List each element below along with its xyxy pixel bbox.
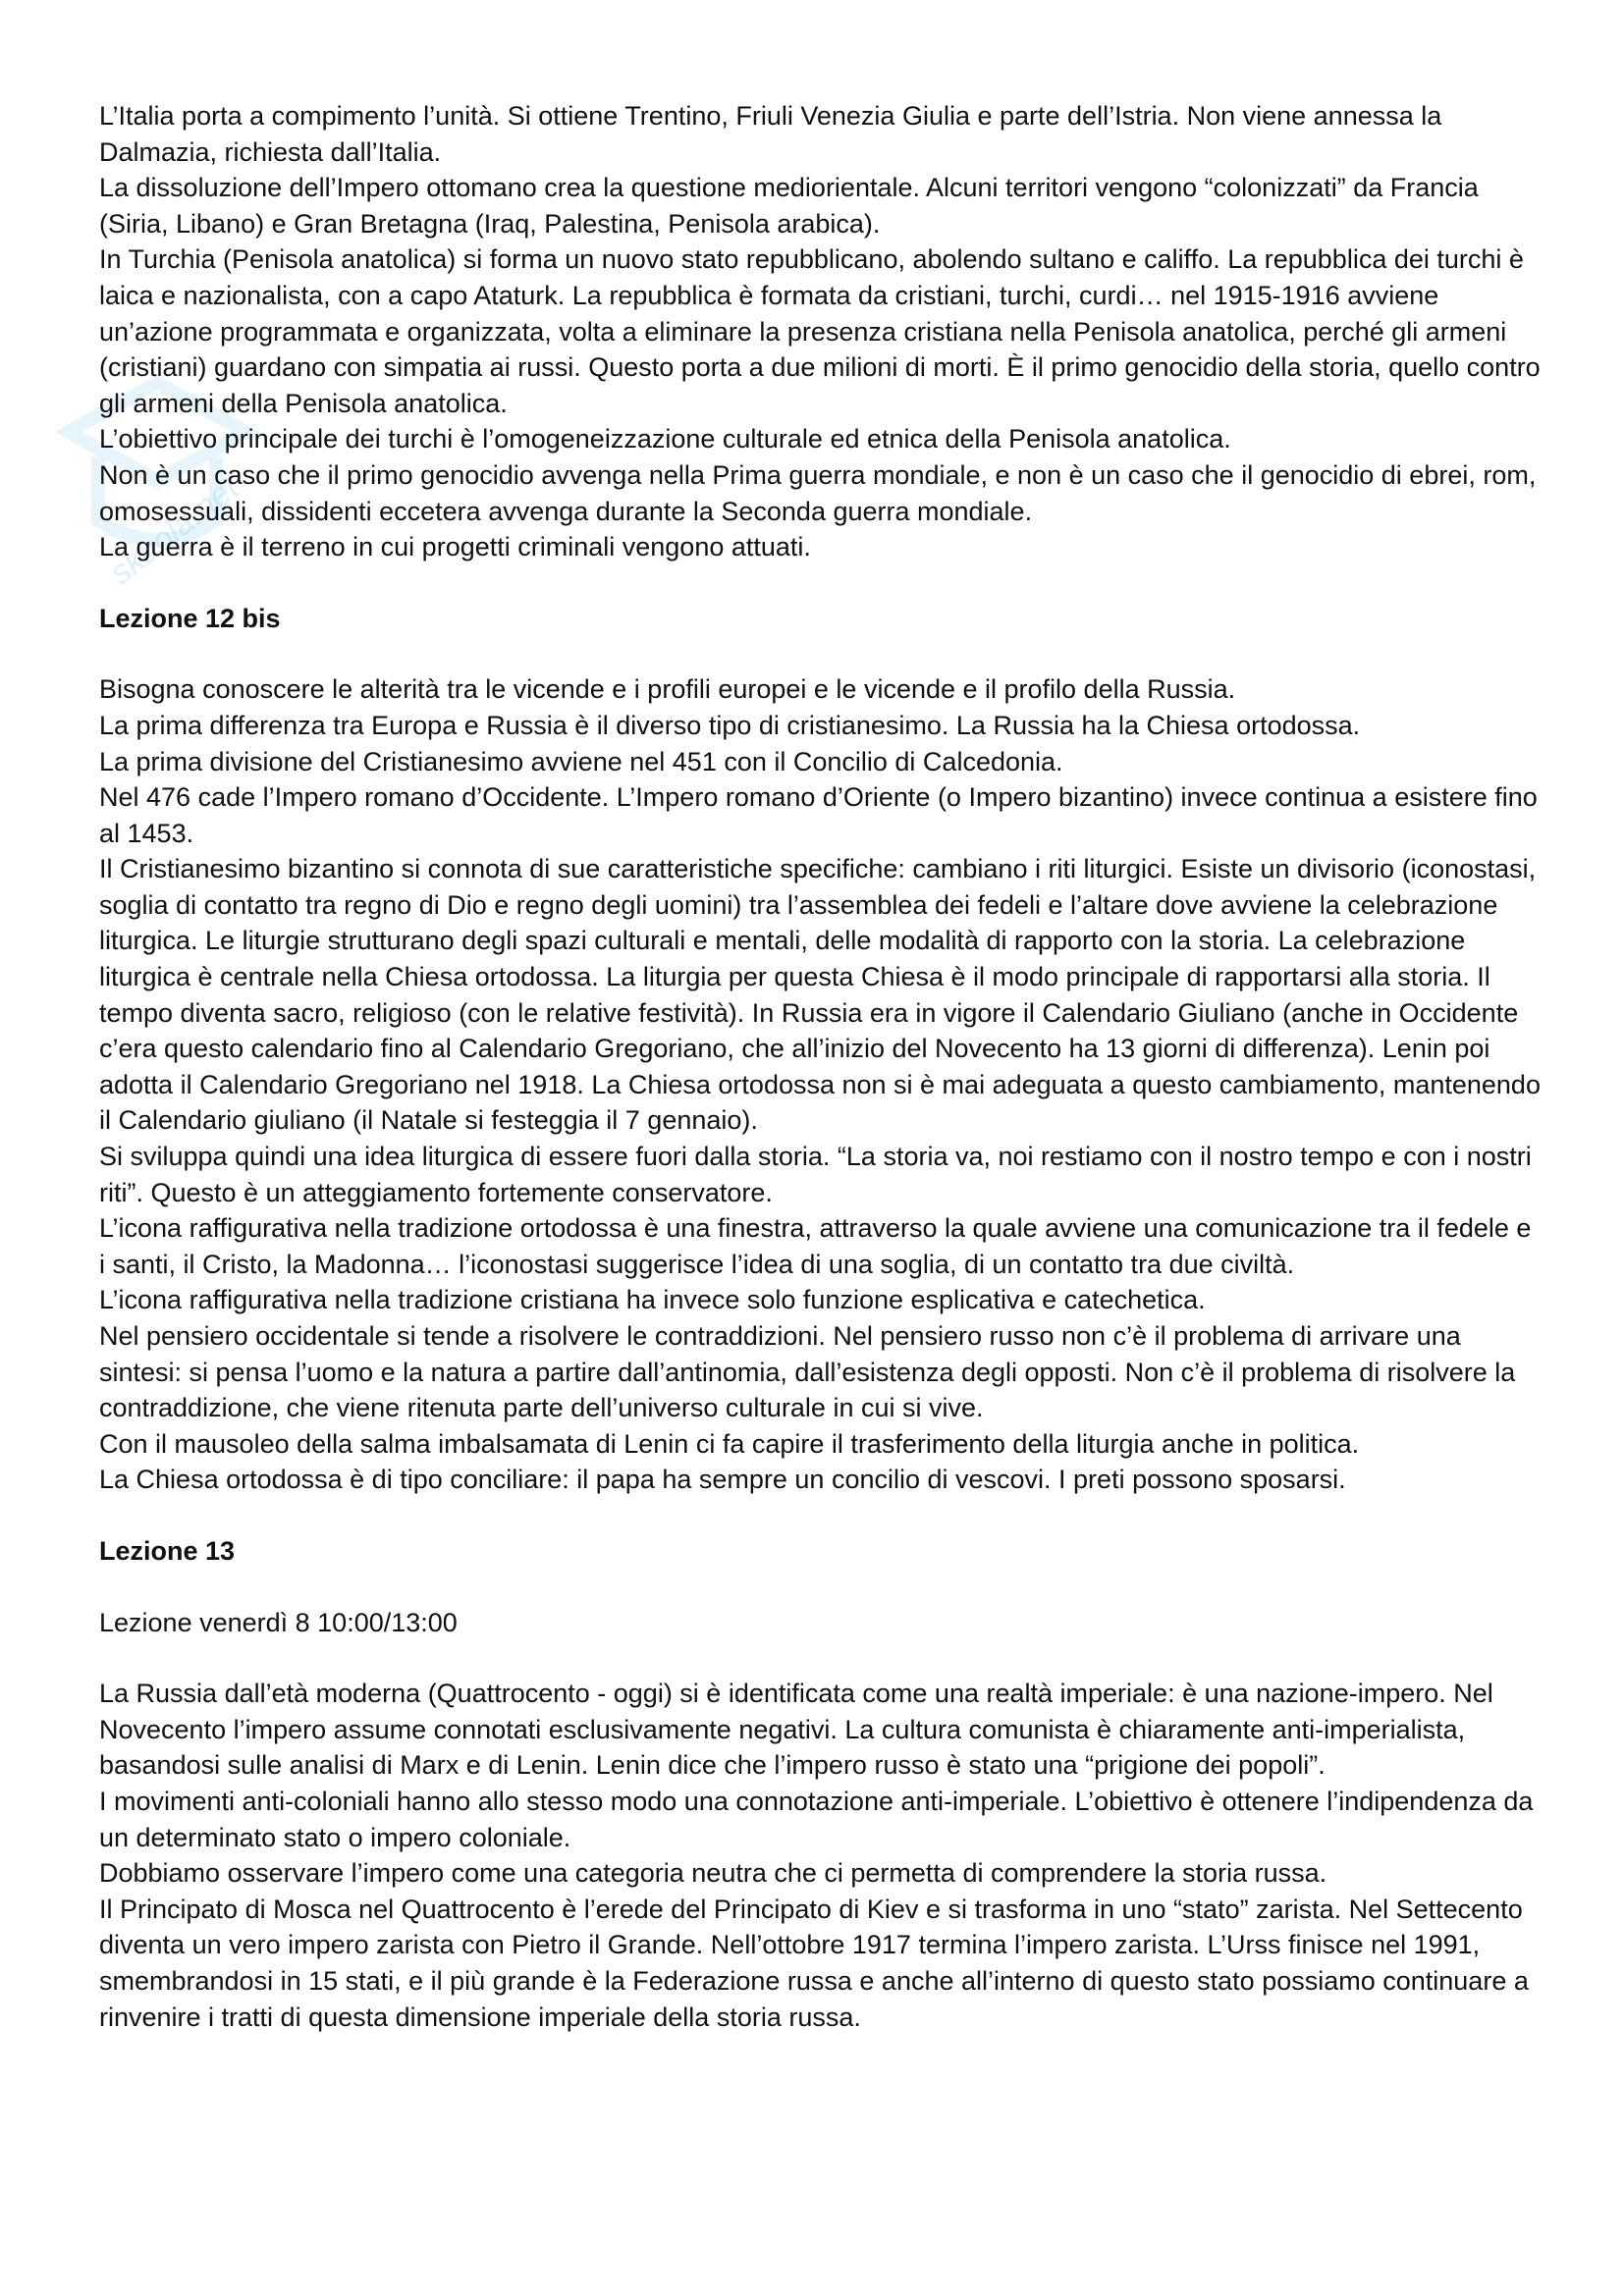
- paragraph: La dissoluzione dell’Impero ottomano crea la questione mediorientale. Alcuni territori vengono “colonizzati” da Francia (Siria, Libano) e Gran Bretagna (Iraq, Palestina, Penisola arabica).: [99, 173, 1479, 239]
- document-page: [99, 98, 1543, 2035]
- paragraph: I movimenti anti-coloniali hanno allo stesso modo una connotazione anti-imperiale. L’obiettivo è ottenere l’indipendenza da un determinato stato o impero coloniale.: [99, 1786, 1534, 1852]
- paragraph: In Turchia (Penisola anatolica) si forma un nuovo stato repubblicano, abolendo sultano e califfo. La repubblica dei turchi è laica e nazionalista, con a capo Ataturk. La repubblica è formata da cristiani, turchi, curdi… nel 1915-1916 avviene un’azione programmata e organizzata, volta a eliminare la presenza cristiana nella Penisola anatolica, perché gli armeni (cristiani) guardano con simpatia ai russi. Questo porta a due milioni di morti. È il primo genocidio della storia, quello contro gli armeni della Penisola anatolica.: [99, 244, 1541, 418]
- intro-section: [99, 98, 1543, 565]
- section-heading: Lezione 13: [99, 1535, 236, 1566]
- paragraph: Con il mausoleo della salma imbalsamata di Lenin ci fa capire il trasferimento della liturgia anche in politica.: [99, 1428, 1360, 1459]
- paragraph: L’Italia porta a compimento l’unità. Si ottiene Trentino, Friuli Venezia Giulia e parte dell’Istria. Non viene annessa la Dalmazia, richiesta dall’Italia.: [99, 101, 1442, 167]
- paragraph: L’icona raffigurativa nella tradizione ortodossa è una finestra, attraverso la quale avviene una comunicazione tra il fedele e i santi, il Cristo, la Madonna… l’iconostasi suggerisce l’idea di una soglia, di un contatto tra due civiltà.: [99, 1213, 1532, 1279]
- paragraph: L’icona raffigurativa nella tradizione cristiana ha invece solo funzione esplicativa e catechetica.: [99, 1285, 1206, 1315]
- paragraph: Si sviluppa quindi una idea liturgica di essere fuori dalla storia. “La storia va, noi restiamo con il nostro tempo e con i nostri riti”. Questo è un atteggiamento fortemente conservatore.: [99, 1142, 1532, 1207]
- paragraph: L’obiettivo principale dei turchi è l’omogeneizzazione culturale ed etnica della Penisola anatolica.: [99, 424, 1231, 454]
- lesson-date: Lezione venerdì 8 10:00/13:00: [99, 1607, 458, 1637]
- paragraph: La Chiesa ortodossa è di tipo conciliare: il papa ha sempre un concilio di vescovi. I preti possono sposarsi.: [99, 1465, 1346, 1495]
- paragraph: Nel 476 cade l’Impero romano d’Occidente. L’Impero romano d’Oriente (o Impero bizantino) invece continua a esistere fino al 1453.: [99, 782, 1538, 848]
- paragraph: La guerra è il terreno in cui progetti criminali vengono attuati.: [99, 532, 811, 562]
- paragraph: Il Cristianesimo bizantino si connota di sue caratteristiche specifiche: cambiano i riti liturgici. Esiste un divisorio (iconostasi, soglia di contatto tra regno di Dio e regno degli uomini) tra l’assemblea dei fedeli e l’altare dove avviene la celebrazione liturgica. Le liturgie strutturano degli spazi culturali e mentali, delle modalità di rapporto con la storia. La celebrazione liturgica è centrale nella Chiesa ortodossa. La liturgia per questa Chiesa è il modo principale di rapportarsi alla storia. Il tempo diventa sacro, religioso (con le relative festività). In Russia era in vigore il Calendario Giuliano (anche in Occidente c’era questo calendario fino al Calendario Gregoriano, che all’inizio del Novecento ha 13 giorni di differenza). Lenin poi adotta il Calendario Gregoriano nel 1918. La Chiesa ortodossa non si è mai adeguata a questo cambiamento, mantenendo il Calendario giuliano (il Natale si festeggia il 7 gennaio).: [99, 854, 1541, 1136]
- paragraph: La Russia dall’età moderna (Quattrocento - oggi) si è identificata come una realtà imperiale: è una nazione-impero. Nel Novecento l’impero assume connotati esclusivamente negativi. La cultura comunista è chiaramente anti-imperialista, basandosi sulle analisi di Marx e di Lenin. Lenin dice che l’impero russo è stato una “prigione dei popoli”.: [99, 1679, 1493, 1781]
- watermark-text: skuola.net: [102, 468, 246, 593]
- paragraph: Il Principato di Mosca nel Quattrocento è l’erede del Principato di Kiev e si trasforma in uno “stato” zarista. Nel Settecento diventa un vero impero zarista con Pietro il Grande. Nell’ottobre 1917 termina l’impero zarista. L’Urss finisce nel 1991, smembrandosi in 15 stati, e il più grande è la Federazione russa e anche all’interno di questo stato possiamo continuare a rinvenire i tratti di questa dimensione imperiale della storia russa.: [99, 1894, 1529, 2032]
- section-heading: Lezione 12 bis: [99, 603, 281, 633]
- lezione-12-bis-section: [99, 601, 1543, 1498]
- paragraph: Dobbiamo osservare l’impero come una categoria neutra che ci permetta di comprendere la storia russa.: [99, 1858, 1327, 1889]
- paragraph: La prima differenza tra Europa e Russia è il diverso tipo di cristianesimo. La Russia ha la Chiesa ortodossa.: [99, 710, 1361, 740]
- paragraph: La prima divisione del Cristianesimo avviene nel 451 con il Concilio di Calcedonia.: [99, 746, 1063, 776]
- lezione-13-section: [99, 1533, 1543, 2035]
- paragraph: Non è un caso che il primo genocidio avvenga nella Prima guerra mondiale, e non è un caso che il genocidio di ebrei, rom, omosessuali, dissidenti eccetera avvenga durante la Seconda guerra mondiale.: [99, 459, 1537, 526]
- paragraph: Nel pensiero occidentale si tende a risolvere le contraddizioni. Nel pensiero russo non c’è il problema di arrivare una sintesi: si pensa l’uomo e la natura a partire dall’antinomia, dall’esistenza degli opposti. Non c’è il problema di risolvere la contraddizione, che viene ritenuta parte dell’universo culturale in cui si vive.: [99, 1321, 1516, 1423]
- paragraph: Bisogna conoscere le alterità tra le vicende e i profili europei e le vicende e il profilo della Russia.: [99, 674, 1236, 705]
